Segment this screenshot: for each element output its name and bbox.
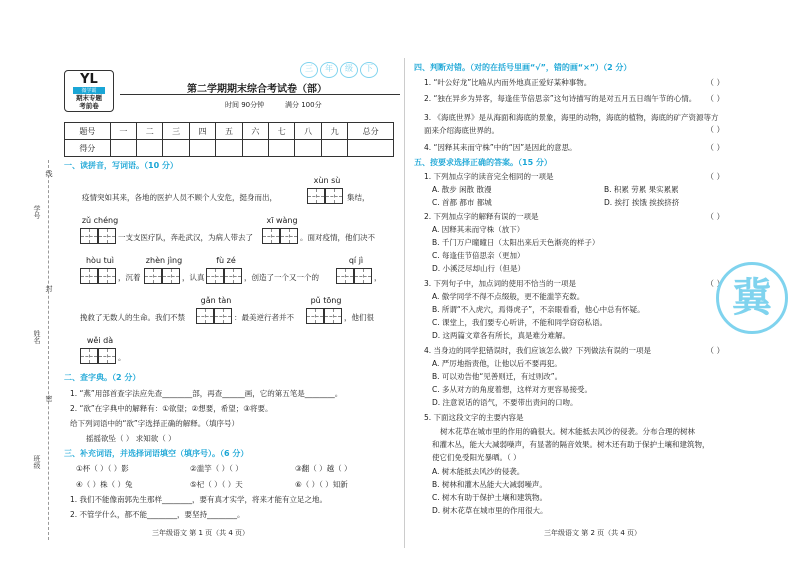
option: D. 注意说话的语气，不要带出责问的口吻。 [432, 398, 578, 407]
text-line: ①杯（ ）（ ）影 [76, 464, 129, 473]
score-cell[interactable] [163, 140, 189, 157]
passage-line: 使它们免受阳光暴晒。（ ） [432, 453, 521, 462]
option: C. 每逢佳节倍思亲（更加） [432, 251, 525, 260]
score-header: 七 [269, 123, 295, 140]
answer-paren[interactable]: （ ） [706, 78, 725, 87]
text-line: ， [374, 273, 382, 282]
pinyin: zǔ chéng [81, 216, 119, 225]
question: 5. 下面这段文字的主要内容是 [424, 413, 524, 422]
option: A. 严厉地指责他，让他以后不要再犯。 [432, 359, 562, 368]
score-header: 四 [189, 123, 215, 140]
logo [64, 70, 114, 112]
text-line: 1. “叶公好龙”比喻从内而外地真正爱好某种事物。 [424, 78, 592, 87]
score-cell[interactable] [295, 140, 321, 157]
text-line: 2. 不管学什么，都不能________，要坚持________。 [70, 510, 245, 519]
option: D. 树木花草在城市里的作用很大。 [432, 506, 548, 515]
footer-left: 三年级语文 第 1 页（共 4 页） [152, 529, 250, 537]
text-line: ，认真 [182, 273, 205, 282]
text-line: 3. 《海底世界》是从海面和海底的景象，海里的动物，海底的植物，海底的矿产资源等方面来介绍海底世界的。 [424, 113, 719, 135]
pinyin: zhèn jìng [145, 256, 183, 265]
answer-paren[interactable]: （ ） [706, 143, 725, 152]
seal-mark: 封 [45, 285, 53, 292]
grade-tab-2: 年 [320, 62, 338, 78]
score-label: 满分 100分 [285, 101, 322, 109]
text-line: 给下列词语中的“欲”字选择正确的解释。（填序号） [70, 419, 240, 428]
text-line: 2. “欲”在字典中的解释有：①欲望；②想要，希望；③将要。 [70, 404, 273, 413]
class-label: 班级 [33, 455, 41, 469]
text-line: ④（ ）株（ ）兔 [76, 480, 133, 489]
series-2: 考前卷 [79, 102, 99, 110]
section-1-title: 一、读拼音，写词语。（10 分） [64, 161, 178, 170]
score-cell[interactable] [110, 140, 136, 157]
option: A. 散步 闲散 散漫 [432, 185, 492, 194]
text-line: ，创造了一个又一个的 [244, 273, 319, 282]
text-line: ⑤杞（ ）（ ）天 [190, 480, 243, 489]
answer-paren[interactable]: （ ） [706, 94, 725, 103]
section-2-title: 二、查字典。（2 分） [64, 373, 141, 382]
question: 3. 下列句子中，加点词的使用不恰当的一项是 [424, 279, 577, 288]
score-header: 六 [242, 123, 268, 140]
section-5-title: 五、按要求选择正确的答案。（15 分） [414, 158, 552, 167]
option: B. 积累 劳累 果实累累 [604, 185, 679, 194]
text-line: 2. “独在异乡为异客，每逢佳节倍思亲”这句诗描写的是对五月五日端午节的心情。 [424, 94, 697, 103]
score-header: 九 [321, 123, 347, 140]
section-4-title: 四、判断对错。（对的在括号里画“√”，错的画“×”）（2 分） [414, 63, 632, 72]
passage-line: 树木花草在城市里的作用的确很大。树木能抵去风沙的侵袭。分布合理的树林 [440, 427, 695, 436]
option: C. 课堂上，我们要专心听讲，不能和同学窃窃私语。 [432, 318, 608, 327]
text-line: 疫情突如其来，各地的医护人员不顾个人安危，挺身而出， [82, 193, 277, 202]
question: 2. 下列加点字的解释有误的一项是 [424, 212, 539, 221]
secret-mark: 密 [45, 395, 53, 402]
page-title: 第二学期期末综合考试卷（部） [187, 84, 327, 95]
option: C. 多从对方的角度着想，这样对方更容易接受。 [432, 385, 593, 394]
score-header: 二 [137, 123, 163, 140]
pinyin: xī wàng [266, 216, 298, 225]
province-stamp [716, 262, 788, 334]
name-label: 姓名 [33, 330, 41, 344]
text-line: 1. “燕”用部首查字法应先查________部，再查______画，它的第五笔是________。 [70, 389, 343, 398]
score-header: 八 [295, 123, 321, 140]
option: D. 挨打 挨饿 挨挨挤挤 [604, 198, 680, 207]
grade-tab-4: 下 [360, 62, 378, 78]
logo-sub: 微学霸 [73, 87, 105, 94]
score-cell[interactable] [321, 140, 347, 157]
score-cell[interactable] [189, 140, 215, 157]
score-header: 三 [163, 123, 189, 140]
text-line: 。面对疫情，他们决不 [300, 233, 375, 242]
score-table [64, 122, 394, 157]
answer-paren[interactable]: （ ） [706, 279, 725, 288]
question: 1. 下列加点字的读音完全相同的一项是 [424, 172, 554, 181]
text-line: ③翻（ ）越（ ） [295, 464, 352, 473]
grade-tab-1: 三 [300, 62, 318, 78]
question: 4. 当身边的同学犯错误时，我们应该怎么做？下列做法有误的一项是 [424, 346, 652, 355]
score-cell[interactable] [269, 140, 295, 157]
option: D. 这两篇文章各有所长，真是难分难解。 [432, 331, 571, 340]
text-line: ⑥（ ）（ ）知新 [295, 480, 348, 489]
pinyin: gǎn tàn [200, 296, 232, 305]
footer-right: 三年级语文 第 2 页（共 4 页） [544, 529, 642, 537]
pinyin: fù zé [216, 256, 236, 265]
option: B. 树林和灌木丛能大大减弱噪声。 [432, 480, 547, 489]
text-line: 摇摇欲坠（ ） 求知欲（ ） [86, 434, 176, 443]
option: C. 树木有助于保护土壤和建筑物。 [432, 493, 548, 502]
text-line: ：最美逆行者并不 [234, 313, 294, 322]
text-line: ，他们很 [344, 313, 374, 322]
score-cell[interactable] [348, 140, 394, 157]
pinyin: wěi dà [86, 336, 114, 345]
option: C. 首都 都市 都城 [432, 198, 492, 207]
option: A. 树木能抵去风沙的侵袭。 [432, 467, 525, 476]
text-line: ，沉着 [118, 273, 141, 282]
option: A. 傲学同学不得不点缀般，更不能滥竽充数。 [432, 292, 585, 301]
score-header: 题号 [65, 123, 111, 140]
answer-paren[interactable]: （ ） [706, 346, 725, 355]
option: A. 因释其耒而守株（放下） [432, 225, 525, 234]
text-line: 集结， [347, 193, 370, 202]
passage-line: 和灌木丛，能大大减弱噪声，有显著的隔音效果。树木还有助于保护土壤和建筑物， [432, 440, 710, 449]
answer-paren[interactable]: （ ） [706, 212, 725, 221]
score-cell[interactable] [137, 140, 163, 157]
answer-paren[interactable]: （ ） [706, 125, 725, 134]
stamp-char: 冀 [732, 275, 772, 321]
text-line: 1. 我们不能像南郭先生那样________，要有真才实学，将来才能有立足之地。 [70, 495, 328, 504]
score-cell[interactable] [242, 140, 268, 157]
option: B. 所谓“不入虎穴，焉得虎子”，不亲眼看看，他心中总有怀疑。 [432, 305, 645, 314]
answer-paren[interactable]: （ ） [706, 172, 725, 181]
score-header: 总分 [348, 123, 394, 140]
logo-text: YL [80, 72, 98, 87]
score-cell[interactable] [216, 140, 242, 157]
score-row-label: 得分 [65, 140, 111, 157]
time-label: 时间 90分钟 [225, 101, 265, 109]
text-line: 。 [118, 353, 126, 362]
text-line: 一支支医疗队，奔赴武汉，为病人带去了 [118, 233, 253, 242]
option: B. 可以劝告他“见善则迁，有过则改”。 [432, 372, 563, 381]
text-line: ②滥竽（ ）（ ） [190, 464, 243, 473]
pinyin: pǔ tōng [310, 296, 342, 305]
pinyin: qí jì [348, 256, 364, 265]
option: D. 小溪泛尽却山行（但是） [432, 264, 526, 273]
option: B. 千门万户曈曈日（太阳出来后天色渐亮的样子） [432, 238, 600, 247]
score-header: 五 [216, 123, 242, 140]
score-header: 一 [110, 123, 136, 140]
pinyin: xùn sù [313, 176, 341, 185]
series-1: 期末专题 [76, 94, 102, 102]
text-line: 挽救了无数人的生命。我们不禁 [80, 313, 185, 322]
line-mark: 线 [45, 170, 53, 177]
student-id-label: 学号 [33, 205, 41, 219]
section-3-title: 三、补充词语，并选择词语填空（填序号）。（6 分） [64, 449, 249, 458]
text-line: 4. “因释其耒而守株”中的“因”是因此的意思。 [424, 143, 577, 152]
grade-tab-3: 级 [340, 62, 358, 78]
pinyin: hòu tuì [85, 256, 114, 265]
